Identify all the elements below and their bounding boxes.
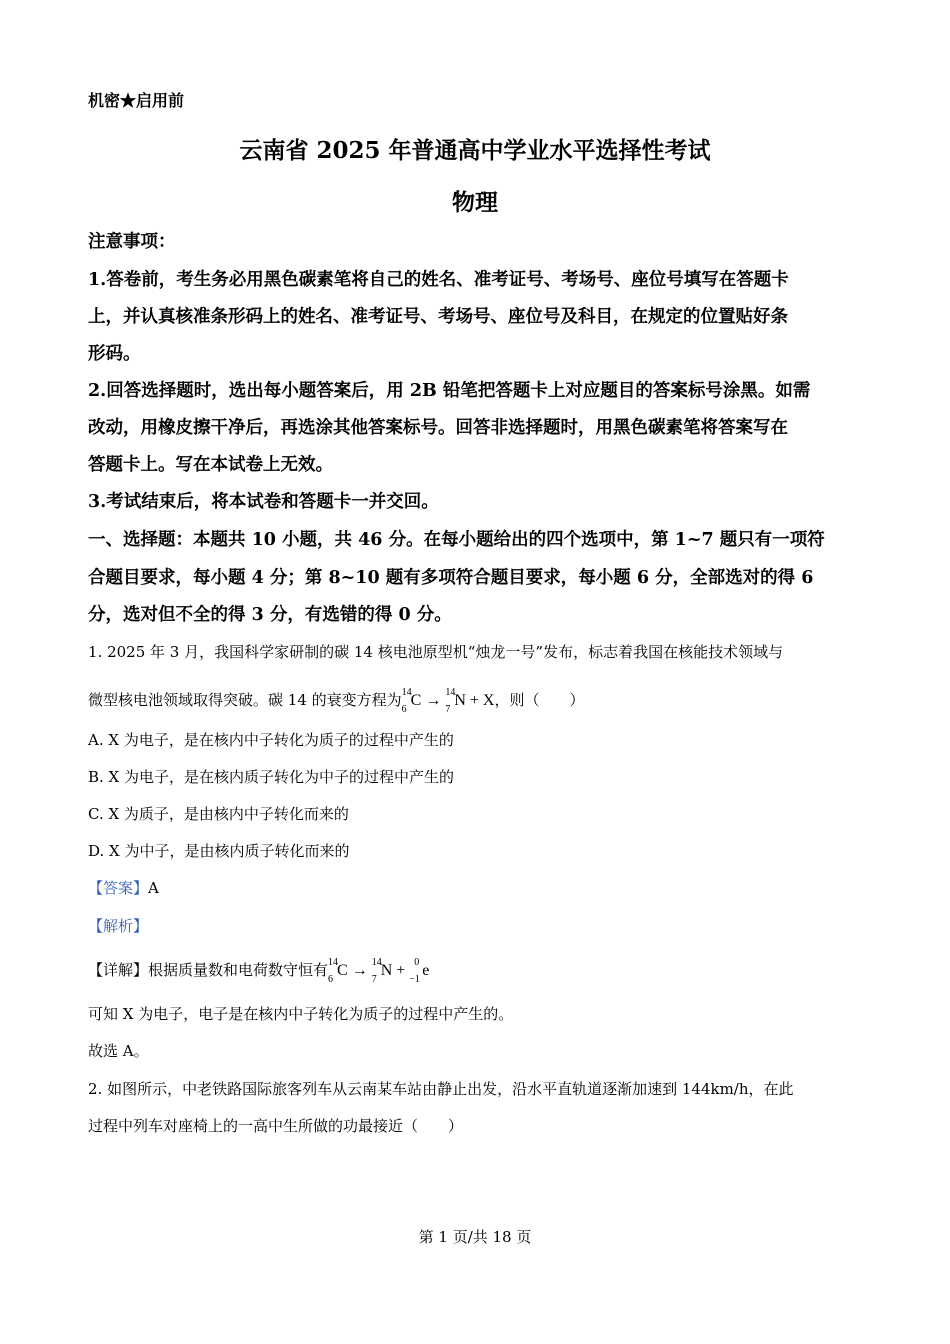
carbon-nuclide: 14 6 C (328, 957, 348, 985)
detail-line (88, 957, 430, 985)
notes-line: 上，并认真核准条形码上的姓名、准考证号、考场号、座位号及科目，在规定的位置贴好条 (88, 307, 788, 327)
question-2-stem: 2. 如图所示，中老铁路国际旅客列车从云南某车站由静止出发，沿水平直轨道逐渐加速到 144km/h，在此 (88, 1080, 794, 1098)
notes-line: 改动，用橡皮擦干净后，再选涂其他答案标号。回答非选择题时，用黑色碳素笔将答案写在 (88, 418, 788, 438)
arrow-symbol: → (351, 962, 368, 979)
option-c: C. X 为质子，是由核内中子转化而来的 (88, 805, 349, 823)
exam-title: 云南省 2025 年普通高中学业水平选择性考试 (239, 137, 711, 164)
notes-line: 3.考试结束后，将本试卷和答题卡一并交回。 (88, 492, 439, 512)
electron-particle: 0 −1 e (409, 957, 430, 985)
arrow-symbol: → (425, 692, 442, 709)
subject-title: 物理 (452, 189, 498, 216)
option-d: D. X 为中子，是由核内质子转化而来的 (88, 842, 350, 860)
detail-text: 根据质量数和电荷数守恒有 (148, 961, 329, 979)
notes-line: 1.答卷前，考生务必用黑色碳素笔将自己的姓名、准考证号、考场号、座位号填写在答题卡 (88, 270, 789, 290)
notes-line: 2.回答选择题时，选出每小题答案后，用 2B 铅笔把答题卡上对应题目的答案标号涂黑。如需 (88, 381, 811, 401)
confidential-label: 机密★启用前 (88, 91, 185, 110)
notes-line: 形码。 (88, 344, 141, 364)
nitrogen-nuclide: 14 7 N (371, 957, 393, 985)
conclusion-text: 可知 X 为电子，电子是在核内中子转化为质子的过程中产生的。 (88, 1005, 514, 1023)
decay-equation (401, 687, 495, 715)
page-number: 第 1 页/共 18 页 (418, 1228, 532, 1246)
answer-value: A (148, 879, 159, 897)
question-1-stem-end: ，则（ ） (494, 691, 585, 709)
section-intro-line: 分，选对但不全的得 3 分，有选错的得 0 分。 (88, 605, 452, 625)
question-1-stem-line2 (88, 687, 585, 715)
question-1-stem-text: 微型核电池领域取得突破。碳 14 的衰变方程为 (88, 691, 402, 709)
choose-text: 故选 A。 (88, 1042, 149, 1060)
detail-tag: 【详解】 (88, 961, 149, 979)
answer-tag: 【答案】 (88, 879, 149, 897)
section-intro-line: 一、选择题：本题共 10 小题，共 46 分。在每小题给出的四个选项中，第 1~7 题只有一项符 (88, 530, 825, 550)
carbon-nuclide: 14 6 C (401, 687, 422, 715)
notes-heading: 注意事项： (88, 232, 176, 252)
section-intro-line: 合题目要求，每小题 4 分；第 8~10 题有多项符合题目要求，每小题 6 分，全部选对的得 6 (88, 568, 814, 588)
question-1-stem: 1. 2025 年 3 月，我国科学家研制的碳 14 核电池原型机“烛龙一号”发布，标志着我国在核能技术领域与 (88, 643, 784, 661)
unknown-particle: X (482, 692, 495, 709)
question-2-stem-line2: 过程中列车对座椅上的一高中生所做的功最接近（ ） (88, 1117, 464, 1135)
analysis-tag: 【解析】 (88, 917, 149, 935)
plus-symbol: + (469, 692, 479, 709)
plus-symbol: + (396, 962, 406, 979)
detail-equation (328, 957, 430, 985)
option-b: B. X 为电子，是在核内质子转化为中子的过程中产生的 (88, 768, 455, 786)
answer-line (88, 878, 159, 898)
option-a: A. X 为电子，是在核内中子转化为质子的过程中产生的 (88, 731, 454, 749)
notes-line: 答题卡上。写在本试卷上无效。 (88, 455, 333, 475)
nitrogen-nuclide: 14 7 N (445, 687, 466, 715)
